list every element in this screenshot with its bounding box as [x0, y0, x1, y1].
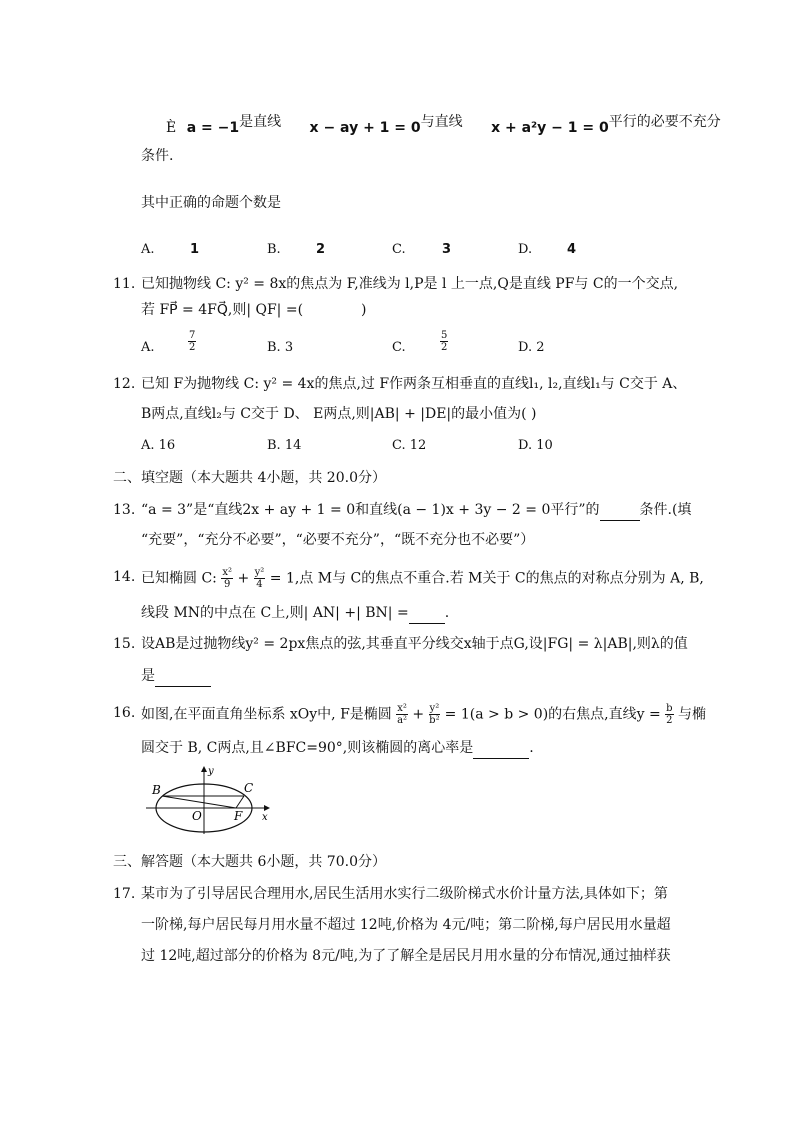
q10-option-a-value: 1	[190, 242, 200, 257]
q12-option-d: D. 10	[518, 438, 553, 453]
q11-option-c-frac: $\frac{5}{2}$	[441, 330, 448, 353]
label-o: O	[192, 809, 202, 823]
section2-heading: 二、填空题（本大题共 4小题，共 20.0分）	[113, 470, 386, 486]
segment-cf	[236, 796, 244, 808]
text-yu-zhixian: 与直线	[420, 114, 463, 130]
label-b: B	[152, 783, 161, 797]
q14-line2: 线段 MN的中点在 C上,则| AN| +| BN| = .	[141, 603, 449, 624]
q15-answer-blank[interactable]	[155, 666, 211, 687]
q12-line2: B两点,直线l₂与 C交于 D、 E两点,则|AB| + |DE|的最小值为( )	[141, 406, 537, 422]
label-y: y	[208, 766, 214, 777]
q11-option-d: D. 2	[518, 340, 545, 355]
condition-formula: a = −1	[186, 120, 240, 136]
q14-number: 14.	[113, 569, 136, 585]
line1-formula: x − ay + 1 = 0	[309, 120, 421, 136]
q14-answer-blank[interactable]	[409, 603, 445, 624]
q10-option-d-label: D.	[518, 242, 533, 257]
q13-number: 13.	[113, 502, 136, 518]
q11-line2-text: 若 FP⃗ = 4FQ⃗,则| QF| =(	[141, 302, 304, 318]
y-axis-arrow	[201, 766, 207, 772]
q14-frac-x: $\frac{\text{x²}}{9}$	[222, 567, 232, 590]
item-marker: È	[166, 120, 177, 136]
q11-option-a-frac: $\frac{7}{2}$	[189, 330, 196, 353]
q16-line2: 圆交于 B, C两点,且∠BFC=90°,则该椭圆的离心率是 .	[141, 738, 534, 759]
q13-line1: “a = 3”是“直线2x + ay + 1 = 0和直线(a − 1)x + 3y − 2 = 0平行”的 条件.(填	[141, 500, 691, 521]
q11-option-b: B. 3	[267, 340, 294, 355]
q15-number: 15.	[113, 636, 136, 652]
q16-frac-y: $\frac{\text{y²}}{\text{b²}}$	[429, 703, 440, 726]
q10-option-c-label: C.	[392, 242, 406, 257]
q12-number: 12.	[113, 376, 136, 392]
q12-line1: 已知 F为抛物线 C: y² = 4x的焦点,过 F作两条互相垂直的直线l₁, l₂,直线l₁与 C交于 A、	[141, 376, 687, 392]
section3-heading: 三、解答题（本大题共 6小题，共 70.0分）	[113, 854, 386, 870]
q17-line1: 某市为了引导居民合理用水,居民生活用水实行二级阶梯式水价计量方法,具体如下；第	[141, 886, 668, 902]
q16-frac-x: $\frac{\text{x²}}{\text{a²}}$	[397, 703, 408, 726]
q16-ellipse-figure	[140, 764, 280, 836]
q10-option-b-label: B.	[267, 242, 281, 257]
q11-option-c-label: C.	[392, 340, 406, 355]
q10-item3-line1	[166, 112, 721, 138]
q16-number: 16.	[113, 705, 136, 721]
q10-option-c-value: 3	[442, 242, 452, 257]
q13-line2: “充要”，“充分不必要”，“必要不充分”，“既不充分也不必要”）	[141, 532, 535, 548]
q11-number: 11.	[113, 276, 136, 292]
q11-option-a-label: A.	[141, 340, 155, 355]
label-f: F	[234, 809, 243, 823]
q10-option-d-value: 4	[567, 242, 577, 257]
q15-line1: 设AB是过抛物线y² = 2px焦点的弦,其垂直平分线交x轴于点G,设|FG| = λ|AB|,则λ的值	[141, 636, 688, 652]
q16-answer-blank[interactable]	[473, 738, 529, 759]
x-axis-arrow	[264, 805, 270, 811]
line2-formula: x + a²y − 1 = 0	[491, 120, 609, 136]
q12-option-c: C. 12	[392, 438, 427, 453]
q14-frac-y: $\frac{\text{y²}}{4}$	[254, 567, 265, 590]
q11-line1: 已知抛物线 C: y² = 8x的焦点为 F,准线为 l,P是 l 上一点,Q是直线 PF与 C的一个交点,	[141, 276, 679, 292]
q15-line2: 是	[141, 666, 211, 687]
text-shi-zhixian: 是直线	[239, 114, 282, 130]
q17-line2: 一阶梯,每户居民每月用水量不超过 12吨,价格为 4元/吨；第二阶梯,每户居民用水量超	[141, 917, 671, 933]
q17-number: 17.	[113, 886, 136, 902]
q11-line2	[141, 300, 367, 320]
q13-answer-blank[interactable]	[600, 500, 640, 521]
q12-option-b: B. 14	[267, 438, 302, 453]
label-x: x	[262, 812, 268, 823]
label-c: C	[244, 781, 254, 795]
q10-stem: 其中正确的命题个数是	[141, 195, 281, 211]
q16-line1: 如图,在平面直角坐标系 xOy中, F是椭圆 $\frac{\text{x²}}{\text{a²}}$ + $\frac{\text{y²}}{\text{b²}}$ = 1(a > b > 0)的右焦点,直线y = $\frac{b}{2}$ 与椭	[141, 703, 707, 726]
segment-bf	[162, 796, 236, 808]
text-pinghang: 平行的必要不充分	[608, 114, 721, 130]
q16-frac-b2: $\frac{b}{2}$	[666, 703, 673, 726]
q12-option-a: A. 16	[141, 438, 176, 453]
q17-line3: 过 12吨,超过部分的价格为 8元/吨,为了了解全是居民月用水量的分布情况,通过抽样获	[141, 948, 671, 964]
q10-option-b-value: 2	[316, 242, 326, 257]
q14-line1: 已知椭圆 C: $\frac{\text{x²}}{9}$ + $\frac{\text{y²}}{4}$ = 1,点 M与 C的焦点不重合.若 M关于 C的焦点的对称点分别为 A, B,	[141, 567, 704, 590]
q10-item3-line2: 条件.	[141, 148, 174, 164]
q11-line2-close: )	[361, 302, 367, 318]
q10-option-a-label: A.	[141, 242, 155, 257]
